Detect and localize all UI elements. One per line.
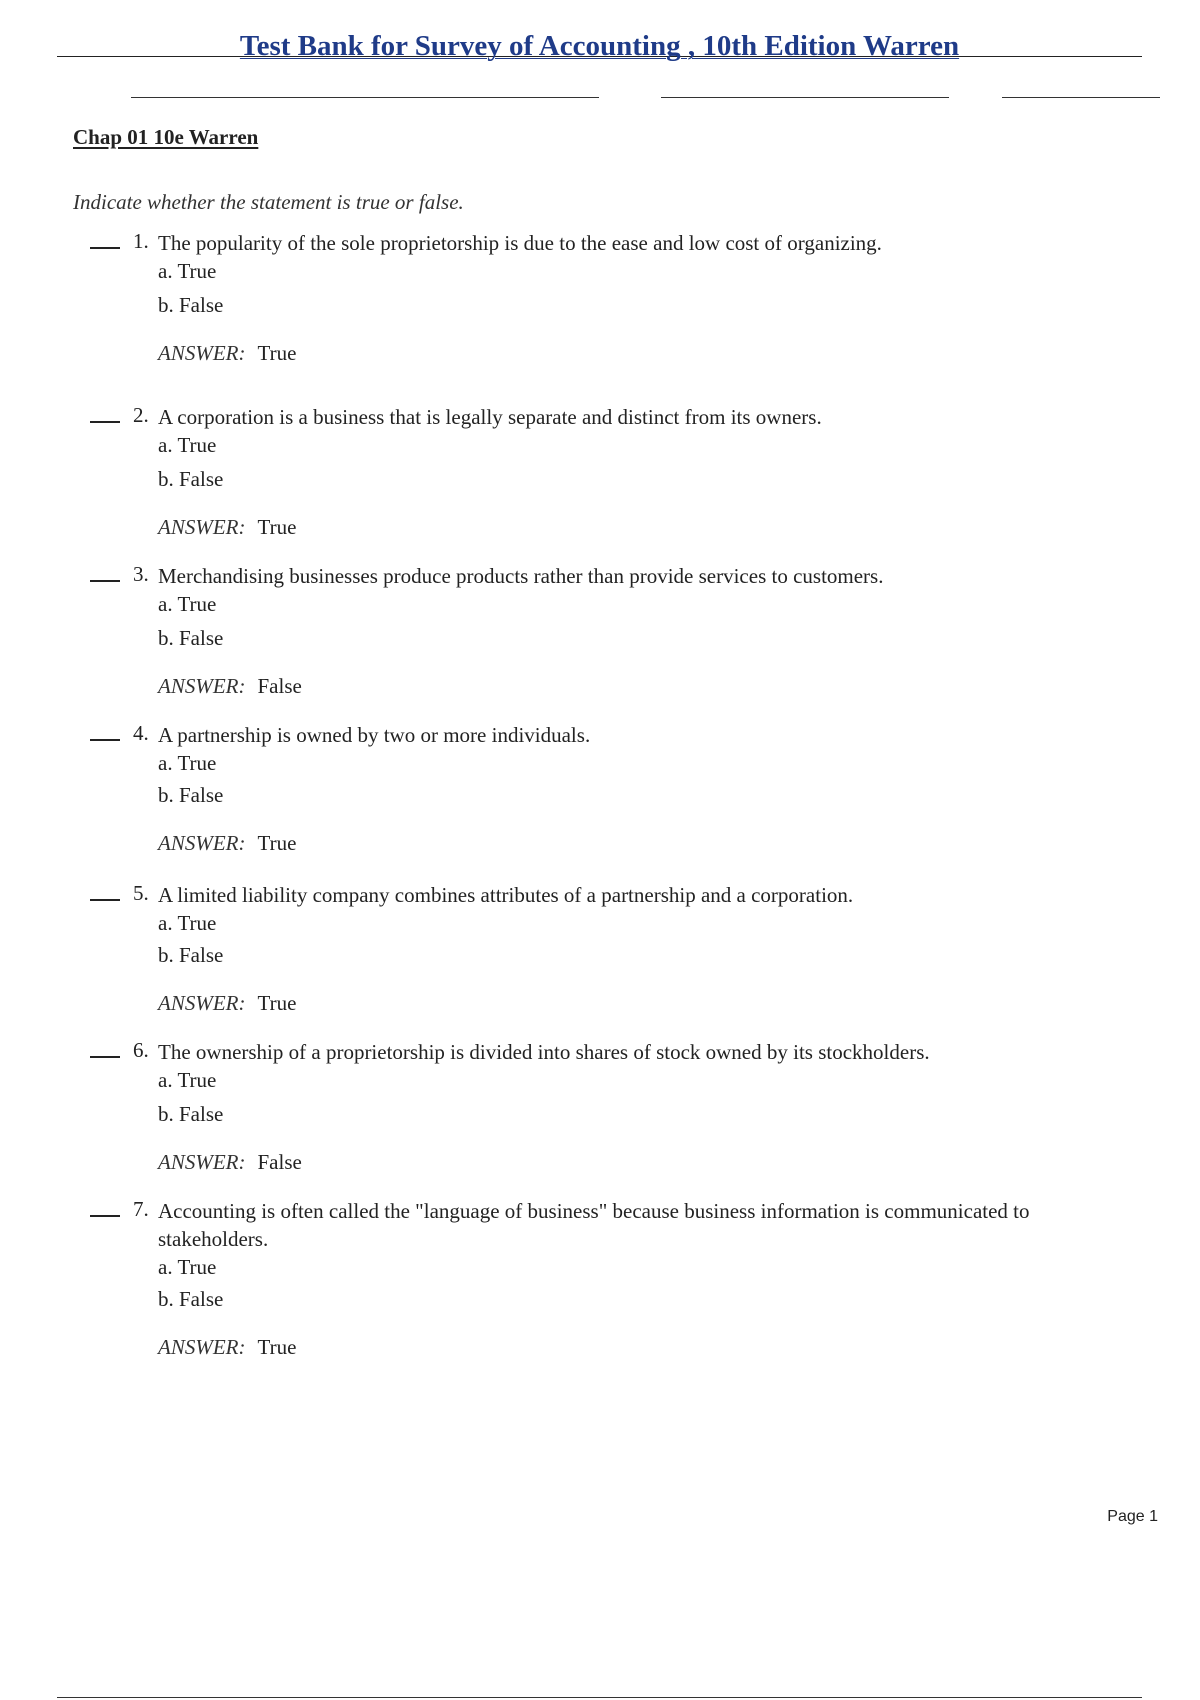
question-text: The ownership of a proprietorship is divided into shares of stock owned by its stockholders. — [158, 1040, 930, 1064]
question-1 — [0, 229, 1200, 369]
option-a: a. True — [158, 259, 217, 283]
question-number: 7. — [133, 1197, 149, 1221]
question-6 — [0, 1038, 1200, 1178]
answer-line — [158, 831, 296, 856]
answer-line — [158, 341, 296, 366]
question-4 — [0, 721, 1200, 861]
class-line — [661, 97, 949, 98]
question-number: 2. — [133, 403, 149, 427]
question-2 — [0, 403, 1200, 543]
option-a: a. True — [158, 751, 217, 775]
name-line — [131, 97, 599, 98]
answer-blank[interactable] — [90, 739, 120, 741]
answer-label: ANSWER: — [158, 341, 246, 365]
answer-blank[interactable] — [90, 247, 120, 249]
question-text: Merchandising businesses produce products rather than provide services to customers. — [158, 564, 884, 588]
answer-label: ANSWER: — [158, 515, 246, 539]
answer-label: ANSWER: — [158, 831, 246, 855]
answer-value: False — [257, 1150, 302, 1174]
answer-value: True — [257, 991, 297, 1015]
answer-line — [158, 991, 296, 1016]
answer-line — [158, 1335, 296, 1360]
option-b: b. False — [158, 626, 224, 650]
option-b: b. False — [158, 1102, 224, 1126]
option-b: b. False — [158, 1287, 224, 1311]
answer-value: True — [257, 831, 297, 855]
question-number: 6. — [133, 1038, 149, 1062]
option-a: a. True — [158, 433, 217, 457]
option-a: a. True — [158, 1068, 217, 1092]
option-a: a. True — [158, 911, 217, 935]
question-number: 5. — [133, 881, 149, 905]
answer-value: True — [257, 515, 297, 539]
answer-line — [158, 515, 296, 540]
question-3 — [0, 562, 1200, 702]
answer-label: ANSWER: — [158, 1150, 246, 1174]
answer-blank[interactable] — [90, 580, 120, 582]
question-text: A limited liability company combines attributes of a partnership and a corporation. — [158, 883, 854, 907]
chapter-title: Chap 01 10e Warren — [73, 125, 259, 149]
answer-value: True — [257, 341, 297, 365]
question-text: A corporation is a business that is legally separate and distinct from its owners. — [158, 405, 822, 429]
answer-blank[interactable] — [90, 1215, 120, 1217]
option-a: a. True — [158, 592, 217, 616]
answer-line — [158, 674, 302, 699]
option-b: b. False — [158, 943, 224, 967]
option-b: b. False — [158, 467, 224, 491]
question-5 — [0, 881, 1200, 1021]
answer-blank[interactable] — [90, 899, 120, 901]
question-text: Accounting is often called the "language of business" because business information is communicated to stakeholders. — [158, 1199, 1030, 1251]
answer-line — [158, 1150, 302, 1175]
instructions: Indicate whether the statement is true or false. — [73, 190, 464, 214]
option-b: b. False — [158, 293, 224, 317]
answer-blank[interactable] — [90, 421, 120, 423]
page-number: Page 1 — [1107, 1508, 1158, 1525]
answer-label: ANSWER: — [158, 991, 246, 1015]
bottom-rule — [57, 1697, 1142, 1698]
answer-value: False — [257, 674, 302, 698]
date-line — [1002, 97, 1160, 98]
answer-label: ANSWER: — [158, 674, 246, 698]
answer-value: True — [257, 1335, 297, 1359]
question-number: 3. — [133, 562, 149, 586]
question-text: A partnership is owned by two or more individuals. — [158, 723, 591, 747]
answer-label: ANSWER: — [158, 1335, 246, 1359]
page-header — [57, 28, 1142, 62]
question-text: The popularity of the sole proprietorship is due to the ease and low cost of organizing. — [158, 231, 882, 255]
option-b: b. False — [158, 783, 224, 807]
question-number: 1. — [133, 229, 149, 253]
question-number: 4. — [133, 721, 149, 745]
document-title: Test Bank for Survey of Accounting , 10th Edition Warren — [239, 30, 960, 62]
answer-blank[interactable] — [90, 1056, 120, 1058]
question-7 — [0, 1197, 1200, 1367]
option-a: a. True — [158, 1255, 217, 1279]
